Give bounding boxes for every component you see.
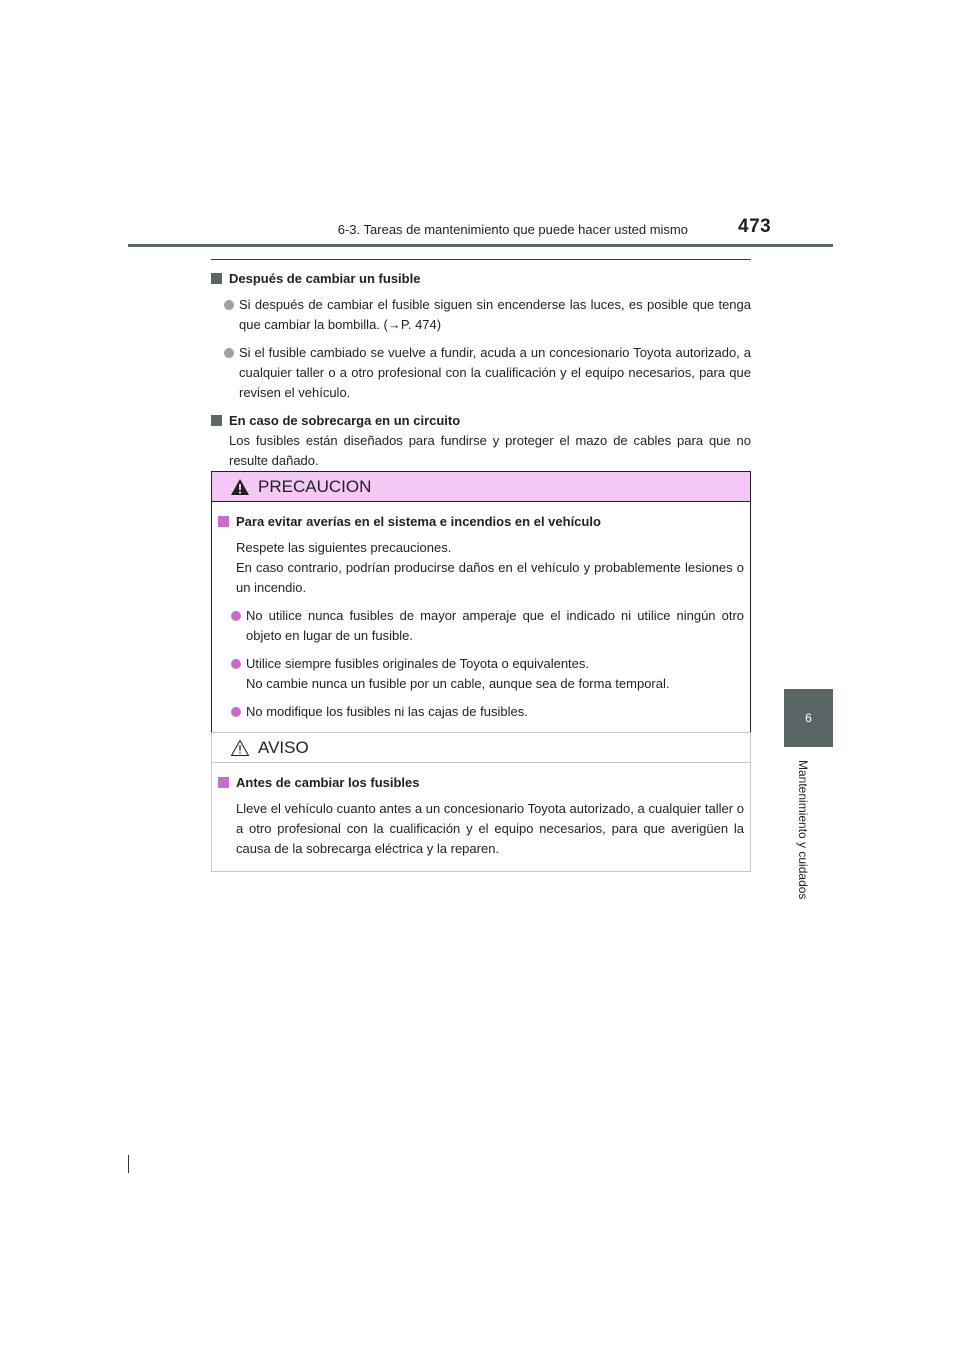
notice-box	[211, 732, 751, 872]
section-header: 6-3. Tareas de mantenimiento que puede hacer usted mismo	[337, 222, 688, 237]
list-item	[211, 343, 751, 403]
caution-header	[212, 472, 750, 502]
chapter-tab	[784, 689, 833, 747]
caution-heading-text: Para evitar averías en el sistema e incendios en el vehículo	[236, 514, 601, 529]
list-item	[211, 295, 751, 335]
notice-body	[212, 763, 750, 871]
warning-triangle-outline-icon	[230, 739, 250, 757]
round-bullet-icon	[231, 707, 241, 717]
section-heading	[211, 269, 751, 289]
notice-label: AVISO	[258, 737, 309, 757]
square-bullet-icon	[211, 415, 222, 426]
section-divider	[211, 259, 751, 260]
caution-label: PRECAUCION	[258, 476, 372, 496]
header-rule	[128, 244, 833, 247]
caution-item-text: No utilice nunca fusibles de mayor amperaje que el indicado ni utilice ningún otro objeto en lugar de un fusible.	[246, 608, 744, 643]
chapter-title: Mantenimiento y cuidados	[796, 760, 810, 900]
caution-box	[211, 471, 751, 735]
round-bullet-icon	[231, 611, 241, 621]
margin-mark	[128, 1155, 129, 1173]
notice-heading	[218, 773, 744, 793]
square-bullet-icon	[218, 777, 229, 788]
caution-intro: Respete las siguientes precauciones.	[236, 540, 452, 555]
section-title: En caso de sobrecarga en un circuito	[229, 413, 461, 428]
caution-item-text: Utilice siempre fusibles originales de Toyota o equivalentes.	[246, 656, 590, 671]
caution-heading	[218, 512, 744, 532]
square-bullet-icon	[218, 516, 229, 527]
round-bullet-icon	[224, 300, 234, 310]
page-number: 473	[738, 216, 772, 237]
notice-heading-text: Antes de cambiar los fusibles	[236, 775, 420, 790]
caution-item	[218, 606, 744, 646]
square-bullet-icon	[211, 273, 222, 284]
notice-text: Lleve el vehículo cuanto antes a un concesionario Toyota autorizado, a cualquier taller o a otro profesional con la cualificación y el equipo necesarios, para que averigüen la causa de la sobrecarga eléctrica y la reparen.	[236, 801, 744, 856]
caution-body	[212, 502, 750, 734]
chapter-number: 6	[805, 711, 812, 725]
round-bullet-icon	[231, 659, 241, 669]
main-content	[211, 269, 751, 471]
caution-intro: En caso contrario, podrían producirse daños en el vehículo y probablemente lesiones o un incendio.	[236, 560, 744, 595]
section-heading	[211, 411, 751, 431]
section-title: Después de cambiar un fusible	[229, 271, 421, 286]
caution-item-text: No modifique los fusibles ni las cajas de fusibles.	[246, 704, 528, 719]
notice-header	[212, 733, 750, 763]
caution-item	[218, 702, 744, 722]
caution-item-text: No cambie nunca un fusible por un cable, aunque sea de forma temporal.	[246, 676, 670, 691]
list-item-text: Si el fusible cambiado se vuelve a fundir, acuda a un concesionario Toyota autorizado, a cualquier taller o a otro profesional con la cualificación y el equipo necesarios, para que revisen el vehículo.	[239, 345, 751, 400]
warning-triangle-icon	[230, 478, 250, 496]
caution-item	[218, 654, 744, 694]
list-item-text: Si después de cambiar el fusible siguen sin encenderse las luces, es posible que tenga que cambiar la bombilla. (→P. 474)	[239, 297, 751, 332]
section-text: Los fusibles están diseñados para fundirse y proteger el mazo de cables para que no resulte dañado.	[229, 433, 751, 468]
round-bullet-icon	[224, 348, 234, 358]
